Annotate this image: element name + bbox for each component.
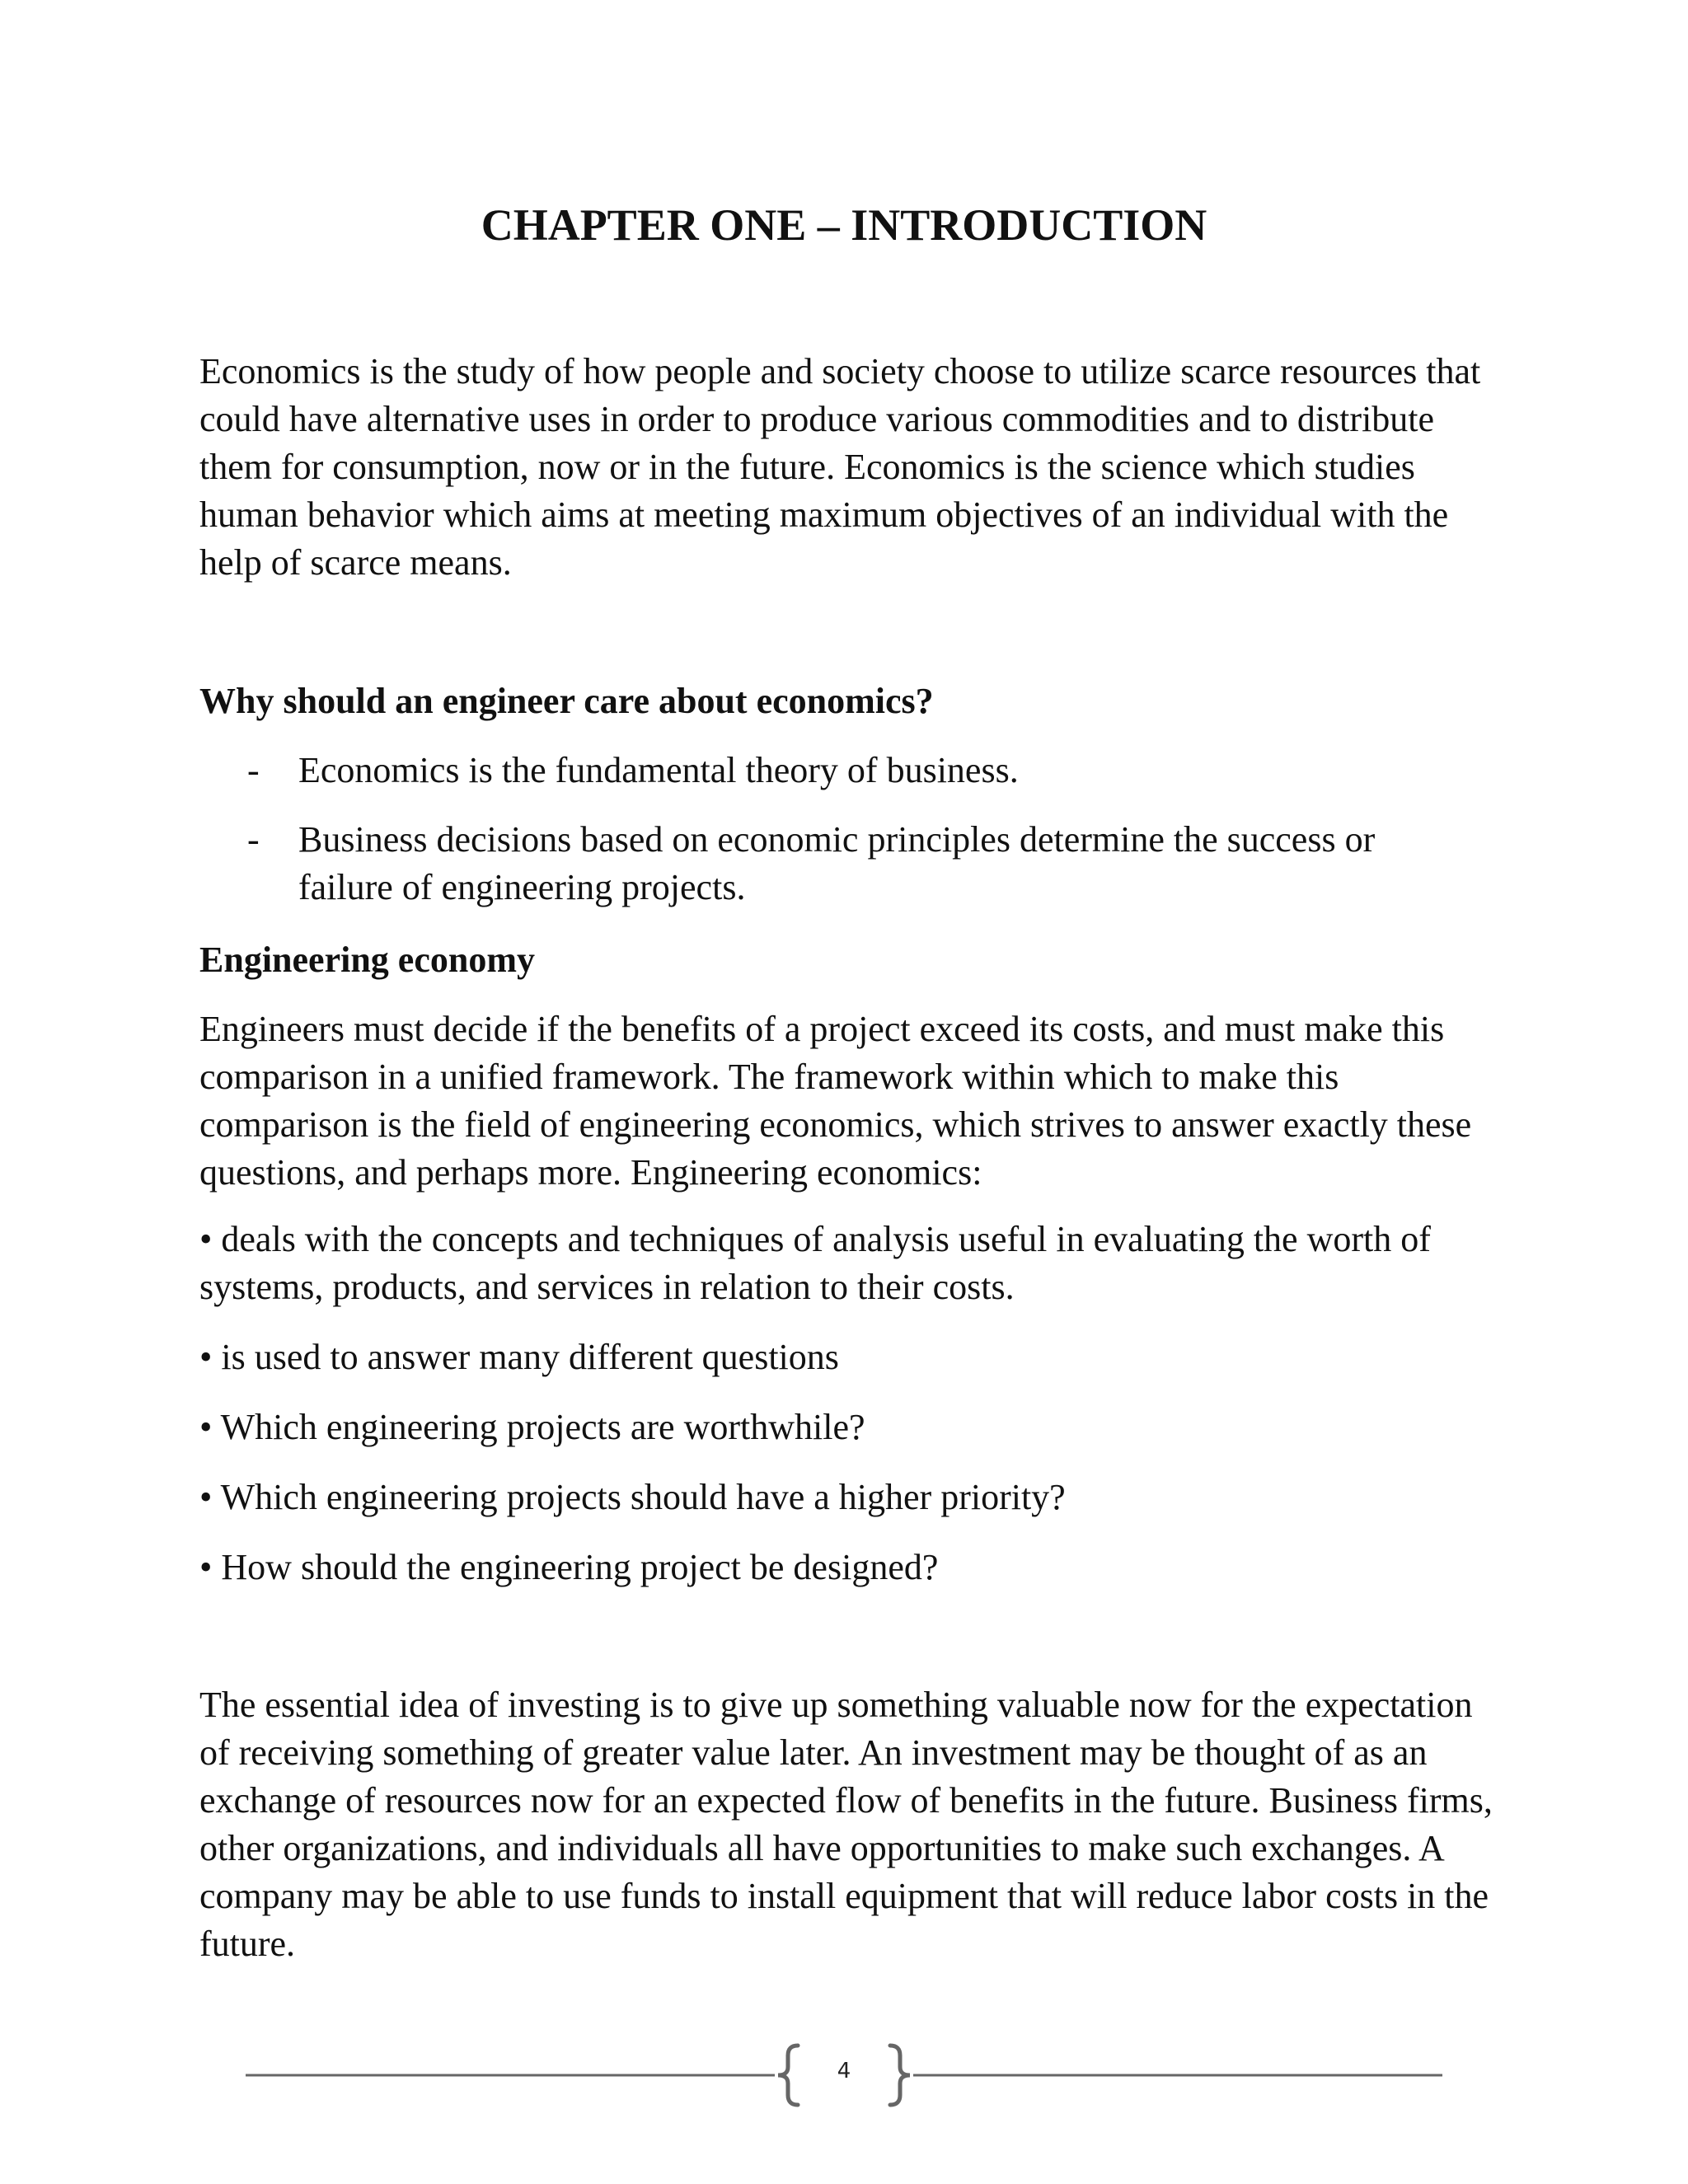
why-list-item: [247, 747, 1451, 794]
bullet-item: • Which engineering projects should have a higher priority?: [199, 1477, 1066, 1517]
bullet-item: • deals with the concepts and techniques of analysis useful in evaluating the worth of systems, products, and services in relation to their costs.: [199, 1219, 1431, 1307]
why-heading: Why should an engineer care about economics?: [199, 681, 934, 721]
dash-marker: -: [247, 750, 260, 790]
bullet-item: • is used to answer many different questions: [199, 1337, 839, 1377]
why-list-item: [247, 816, 1451, 912]
why-list-item-text: Business decisions based on economic principles determine the success or failure of engineering projects.: [298, 819, 1376, 907]
why-list-item-text: Economics is the fundamental theory of business.: [298, 750, 1019, 790]
engineering-economy-heading: Engineering economy: [199, 940, 535, 980]
page-footer: [0, 2042, 1688, 2108]
page-number: 4: [837, 2059, 851, 2083]
intro-paragraph: Economics is the study of how people and society choose to utilize scarce resources that could have alternative uses in order to produce various commodities and to distribute them for consumption, now or in the future. Economics is the science which studies human behavior which aims at meeting maximum objectives of an individual with the help of scarce means.: [199, 351, 1481, 583]
engineering-paragraph: Engineers must decide if the benefits of a project exceed its costs, and must make this comparison in a unified framework. The framework within which to make this comparison is the field of engineering economics, which strives to answer exactly these questions, and perhaps more. Engineering economics:: [199, 1009, 1472, 1193]
chapter-title: CHAPTER ONE – INTRODUCTION: [481, 200, 1207, 250]
investing-paragraph: The essential idea of investing is to give up something valuable now for the expectation of receiving something of greater value later. An investment may be thought of as an exchange of resources now for an expected flow of benefits in the future. Business firms, other organizations, and individuals all have opportunities to make such exchanges. A company may be able to use funds to install equipment that will reduce labor costs in the future.: [199, 1685, 1493, 1964]
dash-marker: -: [247, 819, 260, 860]
bullet-item: • Which engineering projects are worthwhile?: [199, 1407, 865, 1447]
bullet-item: • How should the engineering project be designed?: [199, 1547, 939, 1587]
